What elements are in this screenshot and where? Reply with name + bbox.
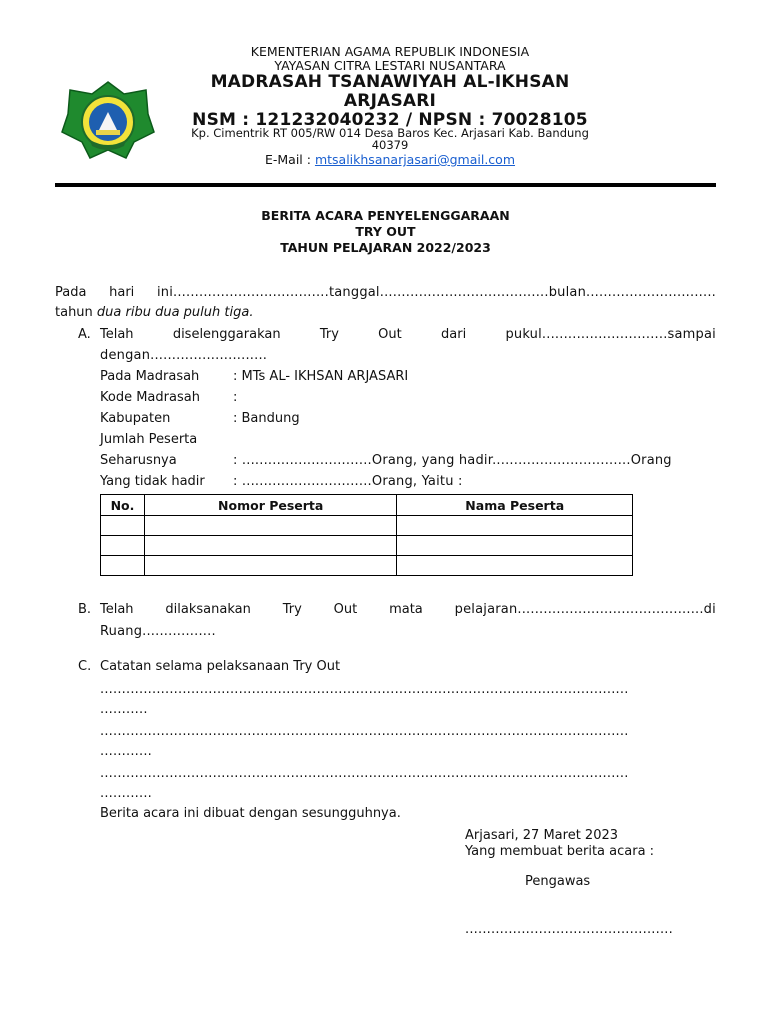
intro-word: hari	[109, 285, 135, 300]
section-a-word: Telah	[100, 327, 134, 342]
closing-statement: Berita acara ini dibuat dengan sesungguhnya.	[100, 806, 401, 821]
section-c-marker: C.	[78, 659, 92, 674]
table-cell[interactable]	[144, 536, 397, 556]
kabupaten-label: Kabupaten	[100, 411, 171, 426]
section-b-word: mata	[389, 602, 423, 617]
kabupaten-value: : Bandung	[233, 411, 300, 426]
column-header-no: No.	[101, 495, 145, 516]
supervisor-role: Pengawas	[525, 874, 591, 889]
table-row	[101, 536, 633, 556]
maker-label: Yang membuat berita acara :	[465, 844, 655, 859]
foundation-name: YAYASAN CITRA LESTARI NUSANTARA	[274, 58, 506, 73]
email-label: E-Mail :	[264, 152, 315, 167]
table-cell[interactable]	[144, 556, 397, 576]
section-b-line-2: Ruang.................	[100, 624, 216, 639]
column-header-nama-peserta: Nama Peserta	[397, 495, 633, 516]
school-logo	[60, 80, 156, 160]
title-line-1: BERITA ACARA PENYELENGGARAAN	[261, 208, 510, 223]
table-cell[interactable]	[397, 536, 633, 556]
table-header-row	[101, 495, 633, 516]
intro-line-2	[55, 302, 253, 323]
kode-value: :	[233, 390, 238, 405]
intro-year-text: dua ribu dua puluh tiga.	[96, 305, 254, 320]
section-a-word: diselenggarakan	[172, 327, 281, 342]
place-date: Arjasari, 27 Maret 2023	[465, 828, 619, 843]
tidak-hadir-value: : ..............................Orang, Yaitu :	[233, 474, 463, 489]
address-line-2: 40379	[371, 138, 409, 152]
header-divider	[55, 183, 716, 187]
intro-word: Pada	[55, 285, 87, 300]
notes-line-3: ..........................................................................................................................	[100, 766, 629, 781]
section-c-heading: Catatan selama pelaksanaan Try Out	[100, 659, 341, 674]
tidak-hadir-label: Yang tidak hadir	[100, 474, 205, 489]
participants-table	[100, 494, 633, 576]
section-a-word: Out	[378, 327, 402, 342]
column-header-nomor-peserta: Nomor Peserta	[144, 495, 397, 516]
email-line	[160, 153, 620, 167]
section-a-word: Try	[319, 327, 339, 342]
notes-line-1-cont: ...........	[100, 702, 148, 717]
title-line-2: TRY OUT	[355, 224, 416, 239]
school-city: ARJASARI	[343, 91, 437, 111]
signature-line: ................................................	[465, 922, 673, 937]
notes-line-3-cont: ............	[100, 786, 152, 801]
table-cell[interactable]	[397, 556, 633, 576]
jumlah-label: Jumlah Peserta	[100, 432, 198, 447]
section-a-line-1	[100, 324, 716, 345]
section-a-line-2: dengan...........................	[100, 348, 268, 363]
address-line-1: Kp. Cimentrik RT 005/RW 014 Desa Baros Kec. Arjasari Kab. Bandung	[191, 126, 589, 140]
intro-year-prefix: tahun	[55, 305, 97, 320]
section-b-word: Try	[282, 602, 302, 617]
section-b-word: Out	[333, 602, 358, 617]
section-b-marker: B.	[78, 602, 92, 617]
kode-label: Kode Madrasah	[100, 390, 200, 405]
table-row	[101, 556, 633, 576]
seharusnya-value: : ..............................Orang, yang hadir................................Orang	[233, 453, 672, 468]
notes-line-1: ..........................................................................................................................	[100, 682, 629, 697]
email-link[interactable]: mtsalikhsanarjasari@gmail.com	[314, 152, 516, 167]
notes-line-2-cont: ............	[100, 744, 152, 759]
madrasah-value: : MTs AL- IKHSAN ARJASARI	[233, 369, 409, 384]
madrasah-label: Pada Madrasah	[100, 369, 200, 384]
notes-line-2: ..........................................................................................................................	[100, 724, 629, 739]
table-cell[interactable]	[101, 516, 145, 536]
school-name: MADRASAH TSANAWIYAH AL-IKHSAN	[210, 72, 570, 92]
table-cell[interactable]	[101, 536, 145, 556]
table-cell[interactable]	[101, 556, 145, 576]
intro-line-1	[55, 282, 716, 303]
section-a-word: pukul.............................sampai	[505, 327, 716, 342]
ministry-name: KEMENTERIAN AGAMA REPUBLIK INDONESIA	[250, 44, 530, 59]
section-a-marker: A.	[78, 327, 91, 342]
table-cell[interactable]	[397, 516, 633, 536]
section-b-word: dilaksanakan	[165, 602, 251, 617]
table-row	[101, 516, 633, 536]
nsm-npsn: NSM : 121232040232 / NPSN : 70028105	[192, 110, 588, 130]
table-cell[interactable]	[144, 516, 397, 536]
section-a-word: dari	[441, 327, 467, 342]
section-b-word: Telah	[100, 602, 134, 617]
intro-word: ini....................................tanggal.......................................bulan..............................	[156, 285, 716, 300]
title-line-3: TAHUN PELAJARAN 2022/2023	[280, 240, 491, 255]
seharusnya-label: Seharusnya	[100, 453, 177, 468]
section-b-line-1	[100, 599, 716, 620]
section-b-word: pelajaran...........................................di	[454, 602, 716, 617]
